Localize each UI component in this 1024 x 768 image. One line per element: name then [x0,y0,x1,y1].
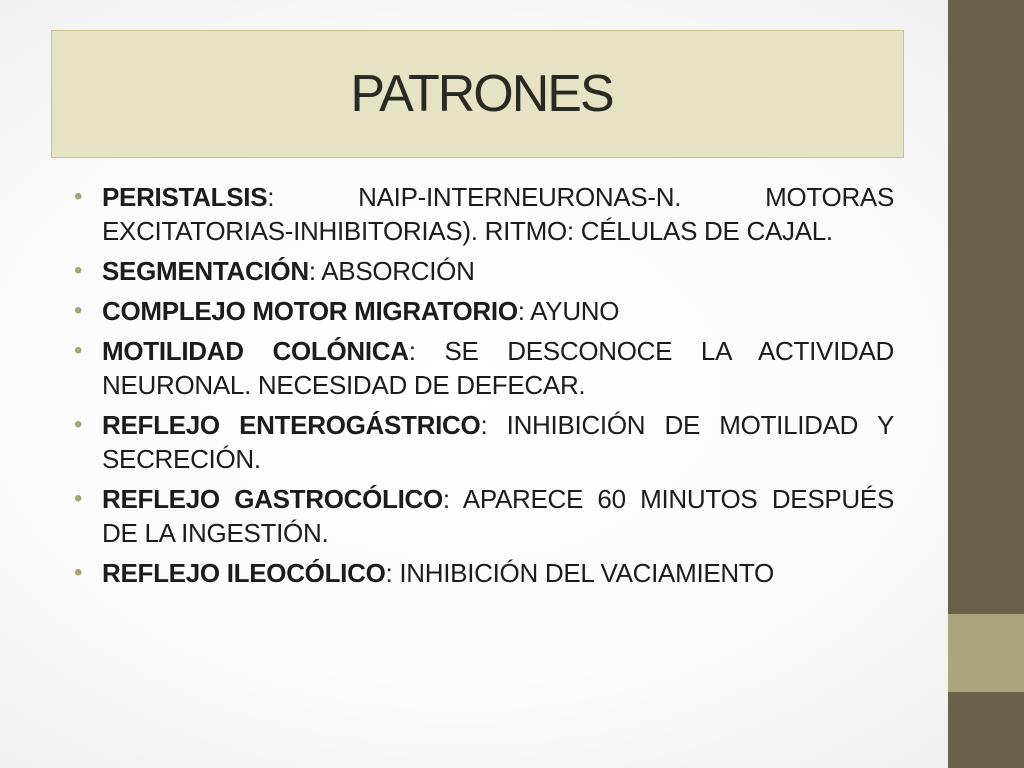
bullet-term: MOTILIDAD COLÓNICA [102,336,409,366]
bullet-item-reflejo-gastrocolico [72,482,894,550]
bullet-separator: : [385,558,393,588]
bullet-item-complejo-motor [72,294,894,328]
bullet-separator: : [408,336,416,366]
bullet-description: INHIBICIÓN DE MOTILIDAD Y SECRECIÓN. [102,410,894,474]
bullet-term: SEGMENTACIÓN [102,256,309,286]
bullet-item-segmentacion [72,254,894,288]
bullet-icon: • [74,559,83,586]
title-box [51,30,904,158]
bullet-separator: : [517,296,525,326]
bullet-description: SE DESCONOCE LA ACTIVIDAD NEURONAL. NECESIDAD DE DEFECAR. [102,336,894,400]
bullet-description: INHIBICIÓN DEL VACIAMIENTO [392,558,774,588]
bullet-description: AYUNO [524,296,620,326]
side-bar-accent [948,614,1024,692]
bullet-item-motilidad-colonica [72,334,894,402]
bullet-description: ABSORCIÓN [315,256,475,286]
bullet-separator: : [480,410,488,440]
bullet-item-peristalsis [72,180,894,248]
bullet-separator: : [267,182,275,212]
bullet-description: NAIP-INTERNEURONAS-N. MOTORAS EXCITATORIAS-INHIBITORIAS). RITMO: CÉLULAS DE CAJAL. [102,182,894,246]
bullet-icon: • [74,411,83,438]
bullet-item-reflejo-ileocolico [72,556,894,590]
bullet-term: REFLEJO ILEOCÓLICO [102,558,386,588]
bullet-separator: : [308,256,316,286]
bullet-list [72,180,894,596]
bullet-icon: • [74,257,83,284]
bullet-icon: • [74,297,83,324]
bullet-term: REFLEJO ENTEROGÁSTRICO [102,410,481,440]
slide-title: PATRONES [350,65,613,123]
bullet-icon: • [74,337,83,364]
bullet-separator: : [442,484,450,514]
bullet-term: REFLEJO GASTROCÓLICO [102,484,443,514]
bullet-term: COMPLEJO MOTOR MIGRATORIO [102,296,518,326]
bullet-icon: • [74,183,83,210]
bullet-description: APARECE 60 MINUTOS DESPUÉS DE LA INGESTIÓN. [102,484,894,548]
bullet-icon: • [74,485,83,512]
bullet-item-reflejo-enterogastrico [72,408,894,476]
bullet-term: PERISTALSIS [102,182,268,212]
